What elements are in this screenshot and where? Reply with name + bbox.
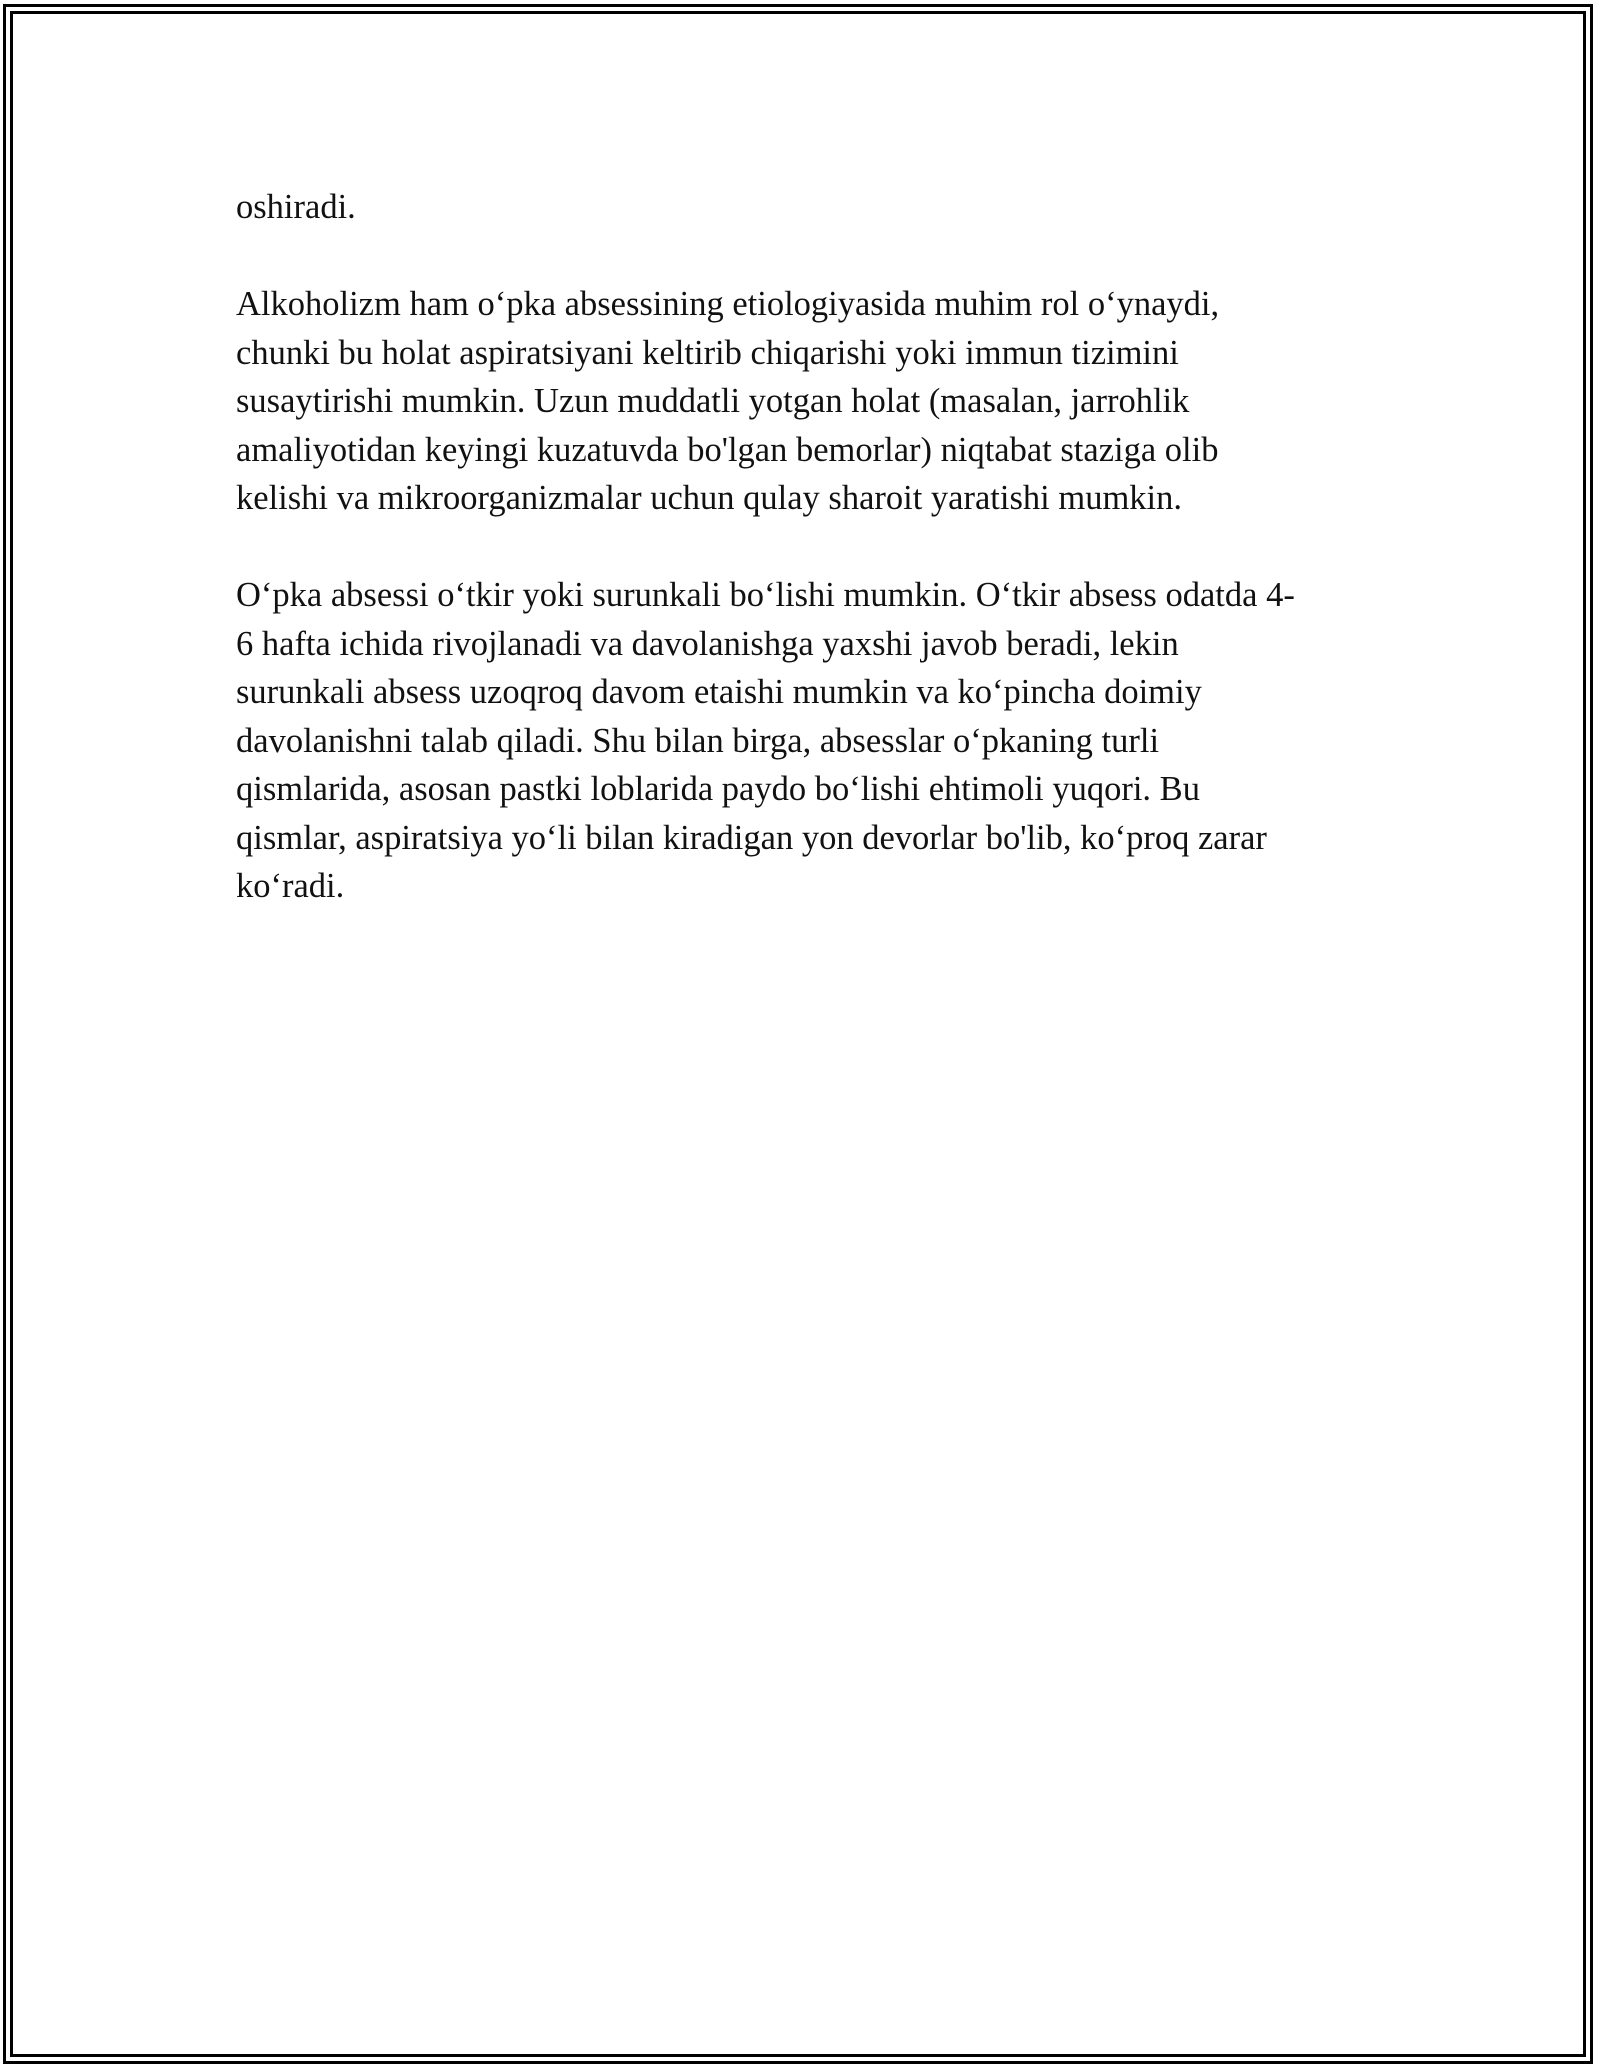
- text-line: davolanishni talab qiladi. Shu bilan birga, absesslar o‘pkaning turli: [236, 721, 1160, 760]
- text-line: kelishi va mikroorganizmalar uchun qulay sharoit yaratishi mumkin.: [236, 479, 1182, 517]
- paragraph-1: [236, 183, 1366, 232]
- text-line: surunkali absess uzoqroq davom etaishi mumkin va ko‘pincha doimiy: [236, 673, 1202, 711]
- text-line: 6 hafta ichida rivojlanadi va davolanishga yaxshi javob beradi, lekin: [236, 624, 1179, 663]
- paragraph-3: [236, 571, 1366, 911]
- text-line: qismlar, aspiratsiya yo‘li bilan kiradigan yon devorlar bo'lib, ko‘proq zarar: [236, 818, 1267, 857]
- text-line: Alkoholizm ham o‘pka absessining etiologiyasida muhim rol o‘ynaydi,: [236, 285, 1220, 323]
- text-line: O‘pka absessi o‘tkir yoki surunkali bo‘lishi mumkin. O‘tkir absess odatda 4-: [236, 576, 1295, 614]
- text-line: qismlarida, asosan pastki loblarida paydo bo‘lishi ehtimoli yuqori. Bu: [236, 770, 1200, 808]
- text-line: chunki bu holat aspiratsiyani keltirib chiqarishi yoki immun tizimini: [236, 333, 1179, 372]
- text-line: ko‘radi.: [236, 867, 345, 905]
- text-line: oshiradi.: [236, 188, 356, 226]
- document-body: [236, 183, 1366, 959]
- text-line: amaliyotidan keyingi kuzatuvda bo'lgan bemorlar) niqtabat staziga olib: [236, 430, 1219, 469]
- paragraph-2: [236, 280, 1366, 523]
- text-line: susaytirishi mumkin. Uzun muddatli yotgan holat (masalan, jarrohlik: [236, 382, 1190, 420]
